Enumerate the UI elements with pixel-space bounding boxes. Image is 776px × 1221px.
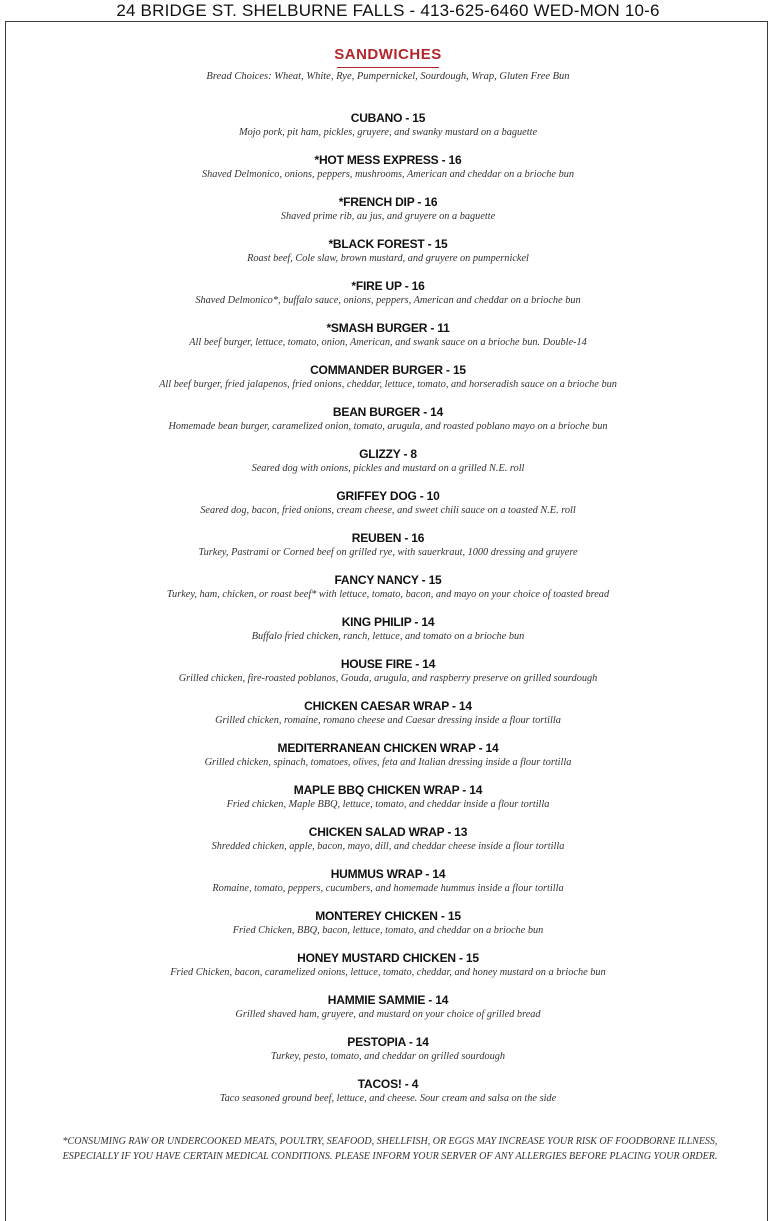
item-name: MONTEREY CHICKEN - 15 bbox=[315, 909, 461, 923]
item-name: CHICKEN CAESAR WRAP - 14 bbox=[304, 699, 472, 713]
item-description: Turkey, pesto, tomato, and cheddar on grilled sourdough bbox=[270, 1051, 506, 1062]
menu-item bbox=[0, 656, 776, 698]
item-description: Turkey, ham, chicken, or roast beef* with lettuce, tomato, bacon, and mayo on your choice of toasted bread bbox=[166, 589, 610, 600]
item-name: BEAN BURGER - 14 bbox=[332, 405, 444, 419]
address-header: 24 BRIDGE ST. SHELBURNE FALLS - 413-625-6460 WED-MON 10-6 bbox=[116, 1, 660, 20]
item-name: *HOT MESS EXPRESS - 16 bbox=[314, 153, 462, 167]
item-name: HOUSE FIRE - 14 bbox=[340, 657, 436, 671]
item-description: Mojo pork, pit ham, pickles, gruyere, and swanky mustard on a baguette bbox=[238, 127, 538, 138]
menu-item bbox=[0, 194, 776, 236]
item-name: KING PHILIP - 14 bbox=[341, 615, 435, 629]
item-name: HAMMIE SAMMIE - 14 bbox=[327, 993, 449, 1007]
menu-item bbox=[0, 572, 776, 614]
menu-item bbox=[0, 824, 776, 866]
item-description: Shaved prime rib, au jus, and gruyere on a baguette bbox=[280, 211, 496, 222]
menu-item bbox=[0, 278, 776, 320]
menu-item bbox=[0, 530, 776, 572]
item-description: Seared dog, bacon, fried onions, cream cheese, and sweet chili sauce on a toasted N.E. roll bbox=[200, 505, 576, 516]
item-name: HUMMUS WRAP - 14 bbox=[330, 867, 446, 881]
item-name: GRIFFEY DOG - 10 bbox=[336, 489, 440, 503]
item-description: Grilled shaved ham, gruyere, and mustard on your choice of grilled bread bbox=[235, 1009, 541, 1020]
item-description: Fried Chicken, BBQ, bacon, lettuce, tomato, and cheddar on a brioche bun bbox=[232, 925, 544, 936]
item-description: Grilled chicken, spinach, tomatoes, olives, feta and Italian dressing inside a flour tortilla bbox=[204, 757, 572, 768]
item-name: COMMANDER BURGER - 15 bbox=[310, 363, 466, 377]
item-description: Fried Chicken, bacon, caramelized onions, lettuce, tomato, cheddar, and honey mustard on a brioche bun bbox=[170, 967, 606, 978]
item-name: *FIRE UP - 16 bbox=[351, 279, 425, 293]
item-name: MEDITERRANEAN CHICKEN WRAP - 14 bbox=[277, 741, 499, 755]
menu-item bbox=[0, 404, 776, 446]
menu-items-list bbox=[0, 110, 776, 1118]
menu-item bbox=[0, 908, 776, 950]
item-description: Grilled chicken, romaine, romano cheese and Caesar dressing inside a flour tortilla bbox=[215, 715, 561, 726]
bread-choices: Bread Choices: Wheat, White, Rye, Pumpernickel, Sourdough, Wrap, Gluten Free Bun bbox=[206, 71, 570, 82]
item-name: TACOS! - 4 bbox=[357, 1077, 419, 1091]
item-name: *BLACK FOREST - 15 bbox=[328, 237, 448, 251]
item-description: Romaine, tomato, peppers, cucumbers, and homemade hummus inside a flour tortilla bbox=[212, 883, 564, 894]
item-description: Shredded chicken, apple, bacon, mayo, dill, and cheddar cheese inside a flour tortilla bbox=[211, 841, 565, 852]
menu-item bbox=[0, 446, 776, 488]
menu-item bbox=[0, 1034, 776, 1076]
item-name: CUBANO - 15 bbox=[350, 111, 426, 125]
menu-item bbox=[0, 782, 776, 824]
menu-item bbox=[0, 488, 776, 530]
item-description: Homemade bean burger, caramelized onion, tomato, arugula, and roasted poblano mayo on a brioche bun bbox=[168, 421, 608, 432]
menu-item bbox=[0, 950, 776, 992]
section-title: SANDWICHES bbox=[334, 46, 442, 63]
item-name: FANCY NANCY - 15 bbox=[334, 573, 442, 587]
item-name: *FRENCH DIP - 16 bbox=[338, 195, 438, 209]
item-description: Taco seasoned ground beef, lettuce, and cheese. Sour cream and salsa on the side bbox=[219, 1093, 557, 1104]
item-name: PESTOPIA - 14 bbox=[347, 1035, 429, 1049]
item-description: Turkey, Pastrami or Corned beef on grilled rye, with sauerkraut, 1000 dressing and gruyere bbox=[198, 547, 578, 558]
allergy-disclaimer: *CONSUMING RAW OR UNDERCOOKED MEATS, POULTRY, SEAFOOD, SHELLFISH, OR EGGS MAY INCREASE YOUR RISK OF FOODBORNE ILLNESS, ESPECIALLY IF YOU HAVE CERTAIN MEDICAL CONDITIONS. PLEASE INFORM YOUR SERVER OF ANY ALLERGIES BEFORE PLACING YOUR ORDER. bbox=[62, 1136, 718, 1162]
item-description: Seared dog with onions, pickles and mustard on a grilled N.E. roll bbox=[251, 463, 525, 474]
item-description: All beef burger, lettuce, tomato, onion, American, and swank sauce on a brioche bun. Double-14 bbox=[189, 337, 587, 348]
menu-item bbox=[0, 152, 776, 194]
title-underline bbox=[337, 67, 439, 68]
menu-item bbox=[0, 614, 776, 656]
item-description: All beef burger, fried jalapenos, fried onions, cheddar, lettuce, tomato, and horseradish sauce on a brioche bun bbox=[159, 379, 617, 390]
menu-item bbox=[0, 236, 776, 278]
menu-item bbox=[0, 740, 776, 782]
item-description: Fried chicken, Maple BBQ, lettuce, tomato, and cheddar inside a flour tortilla bbox=[226, 799, 550, 810]
item-description: Shaved Delmonico, onions, peppers, mushrooms, American and cheddar on a brioche bun bbox=[201, 169, 575, 180]
item-description: Grilled chicken, fire-roasted poblanos, Gouda, arugula, and raspberry preserve on grilled sourdough bbox=[178, 673, 598, 684]
menu-item bbox=[0, 992, 776, 1034]
item-name: *SMASH BURGER - 11 bbox=[326, 321, 450, 335]
menu-item bbox=[0, 110, 776, 152]
item-name: MAPLE BBQ CHICKEN WRAP - 14 bbox=[293, 783, 483, 797]
item-description: Shaved Delmonico*, buffalo sauce, onions, peppers, American and cheddar on a brioche bun bbox=[195, 295, 581, 306]
item-name: HONEY MUSTARD CHICKEN - 15 bbox=[297, 951, 479, 965]
item-description: Roast beef, Cole slaw, brown mustard, and gruyere on pumpernickel bbox=[247, 253, 529, 264]
menu-item bbox=[0, 1076, 776, 1118]
menu-item bbox=[0, 698, 776, 740]
item-name: GLIZZY - 8 bbox=[359, 447, 417, 461]
menu-item bbox=[0, 320, 776, 362]
item-description: Buffalo fried chicken, ranch, lettuce, and tomato on a brioche bun bbox=[251, 631, 525, 642]
menu-item bbox=[0, 866, 776, 908]
item-name: CHICKEN SALAD WRAP - 13 bbox=[308, 825, 468, 839]
item-name: REUBEN - 16 bbox=[351, 531, 425, 545]
menu-item bbox=[0, 362, 776, 404]
